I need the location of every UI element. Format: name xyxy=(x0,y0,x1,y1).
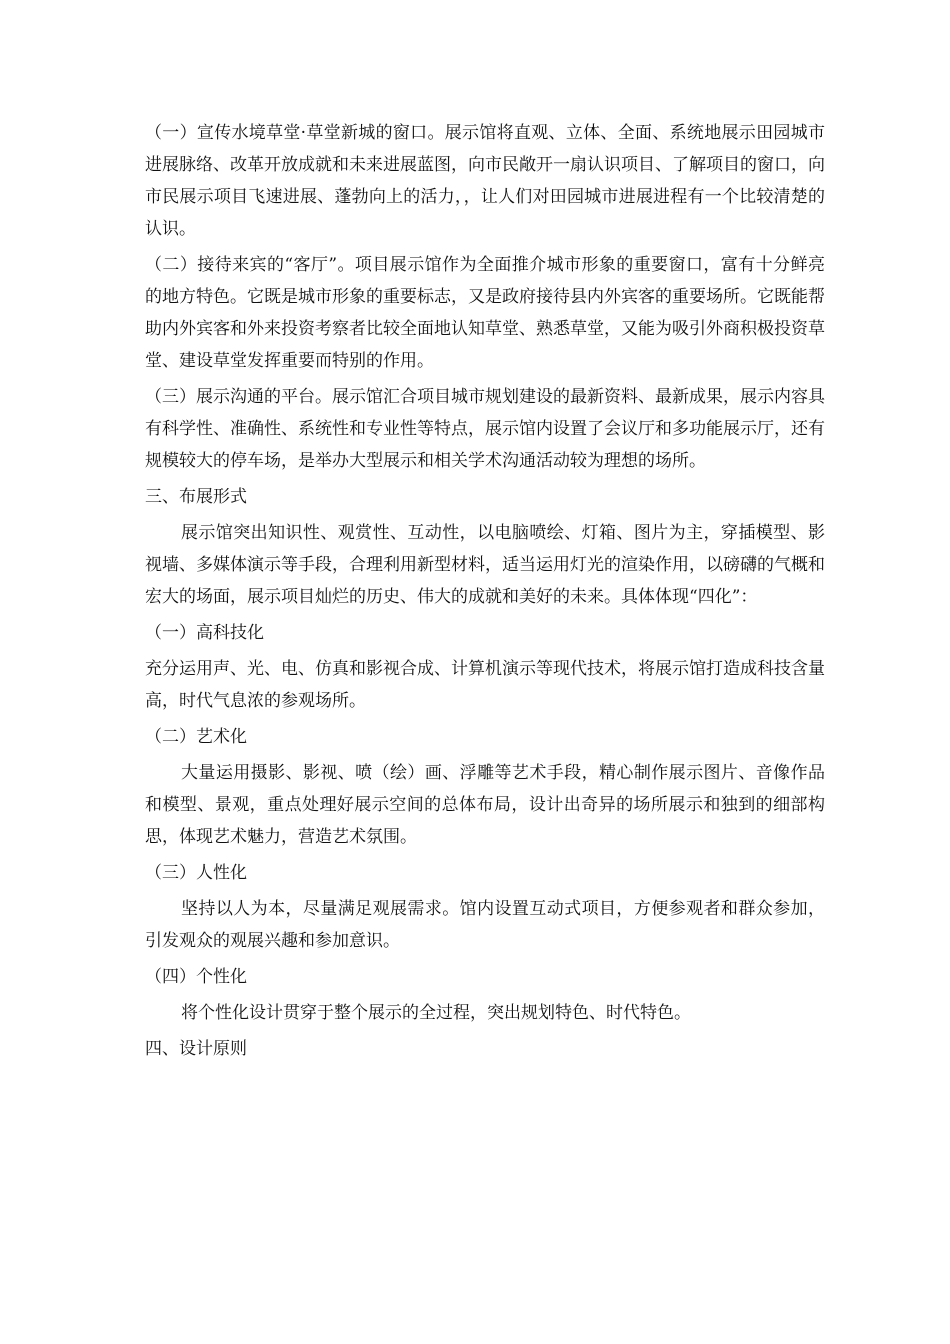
paragraph-reception-hall: （二）接待来宾的“客厅”。项目展示馆作为全面推介城市形象的重要窗口，富有十分鲜亮的地方特色。它既是城市形象的重要标志，又是政府接待县内外宾客的重要场所。它既能帮助内外宾客和外来投资考察者比较全面地认知草堂、熟悉草堂，又能为吸引外商积极投资草堂、建设草堂发挥重要而特别的作用。 xyxy=(145,255,825,371)
paragraph-exchange-platform: （三）展示沟通的平台。展示馆汇合项目城市规划建设的最新资料、最新成果，展示内容具有科学性、准确性、系统性和专业性等特点，展示馆内设置了会议厅和多功能展示厅，还有规模较大的停车场，是举办大型展示和相关学术沟通活动较为理想的场所。 xyxy=(145,387,825,471)
subheading-humanized: （三）人性化 xyxy=(145,863,247,883)
paragraph-humanized: 坚持以人为本，尽量满足观展需求。馆内设置互动式项目，方便参观者和群众参加，引发观众的观展兴趣和参加意识。 xyxy=(145,899,825,951)
paragraph-personalized: 将个性化设计贯穿于整个展示的全过程，突出规划特色、时代特色。 xyxy=(181,1003,691,1023)
paragraph-high-tech: 充分运用声、光、电、仿真和影视合成、计算机演示等现代技术，将展示馆打造成科技含量高，时代气息浓的参观场所。 xyxy=(145,659,825,711)
section-heading-layout-form: 三、布展形式 xyxy=(145,487,247,507)
subheading-high-tech: （一）高科技化 xyxy=(145,623,264,643)
paragraph-publicity-window: （一）宣传水境草堂·草堂新城的窗口。展示馆将直观、立体、全面、系统地展示田园城市进展脉络、改革开放成就和未来进展蓝图，向市民敞开一扇认识项目、了解项目的窗口，向市民展示项目飞速进展、蓬勃向上的活力，，让人们对田园城市进展进程有一个比较清楚的认识。 xyxy=(145,123,825,239)
paragraph-layout-form: 展示馆突出知识性、观赏性、互动性，以电脑喷绘、灯箱、图片为主，穿插模型、影视墙、多媒体演示等手段，合理利用新型材料，适当运用灯光的渲染作用，以磅礴的气概和宏大的场面，展示项目灿烂的历史、伟大的成就和美好的未来。具体体现“四化”： xyxy=(145,523,825,607)
subheading-artistic: （二）艺术化 xyxy=(145,727,247,747)
paragraph-artistic: 大量运用摄影、影视、喷（绘）画、浮雕等艺术手段，精心制作展示图片、音像作品和模型、景观，重点处理好展示空间的总体布局，设计出奇异的场所展示和独到的细部构思，体现艺术魅力，营造艺术氛围。 xyxy=(145,763,825,847)
subheading-personalized: （四）个性化 xyxy=(145,967,247,987)
document-page xyxy=(145,117,825,1069)
section-heading-design-principles: 四、设计原则 xyxy=(145,1039,247,1059)
